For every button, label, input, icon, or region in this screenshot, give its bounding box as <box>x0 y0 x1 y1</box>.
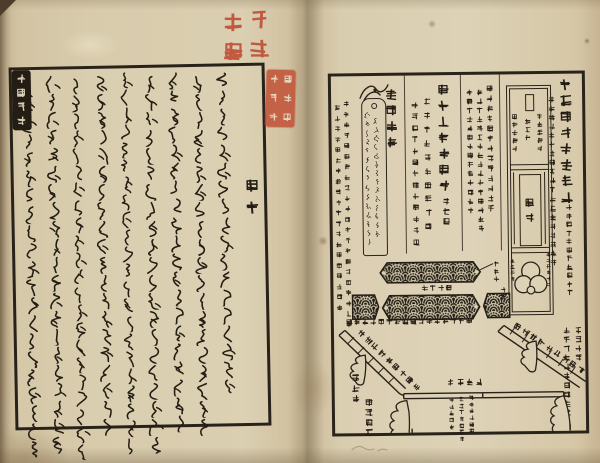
desk-top-edge-label <box>447 378 484 387</box>
brocade-column <box>476 89 485 232</box>
divider <box>511 247 550 253</box>
calligraphy-column <box>118 72 141 454</box>
title-note <box>565 204 573 297</box>
desk-foot-note <box>459 396 465 442</box>
calligraphy-column <box>45 75 68 454</box>
square-relief-seal <box>265 70 295 128</box>
stamp-right-column <box>249 8 271 61</box>
desk-foot-note <box>469 395 475 434</box>
brocade-column <box>486 85 495 213</box>
desk-height-label <box>365 398 374 437</box>
stain <box>584 38 590 44</box>
column-rule <box>404 76 407 254</box>
desk-foot-note <box>449 397 455 430</box>
tanzaku-card <box>519 174 542 246</box>
panel-mid-label <box>421 284 452 292</box>
stain <box>292 360 334 418</box>
preface-heading <box>245 178 261 217</box>
card-label <box>525 197 536 224</box>
pencil-marks <box>350 441 392 455</box>
top-edge-shade <box>0 0 600 10</box>
width-label <box>524 118 531 141</box>
futami-column <box>423 97 432 231</box>
futami-subtitle <box>442 197 450 226</box>
desk-height-label <box>351 373 360 404</box>
column-rule <box>499 74 502 250</box>
calligraphy-column <box>94 76 117 436</box>
section-title-tanzaku <box>559 78 574 205</box>
suhama-crest <box>512 256 550 308</box>
nail-hole-label <box>511 113 518 152</box>
column-rule <box>460 75 463 251</box>
above-hole-label <box>536 113 543 152</box>
tag-hole <box>371 103 377 109</box>
panel-top-label <box>493 260 500 282</box>
divider <box>510 164 549 170</box>
stain <box>428 20 436 28</box>
section-title-futami <box>437 83 451 193</box>
crest-right-label <box>545 252 550 287</box>
calligraphy-column <box>215 72 237 396</box>
calligraphy-column <box>142 76 165 455</box>
futami-column <box>411 101 420 245</box>
panel-side-label <box>500 286 506 300</box>
brocade-column <box>466 89 475 214</box>
calligraphy-column <box>191 76 214 436</box>
left-page-frame <box>9 63 272 431</box>
calligraphy-column <box>167 72 190 432</box>
collector-stamp <box>221 7 274 60</box>
calligraphy-column <box>69 78 92 460</box>
paper-highlight <box>60 30 120 60</box>
calligraphy-column <box>21 80 44 459</box>
stain <box>318 236 328 246</box>
right-page-frame <box>328 70 589 436</box>
stamp-left-column <box>223 11 245 64</box>
nail-slot <box>525 94 534 111</box>
